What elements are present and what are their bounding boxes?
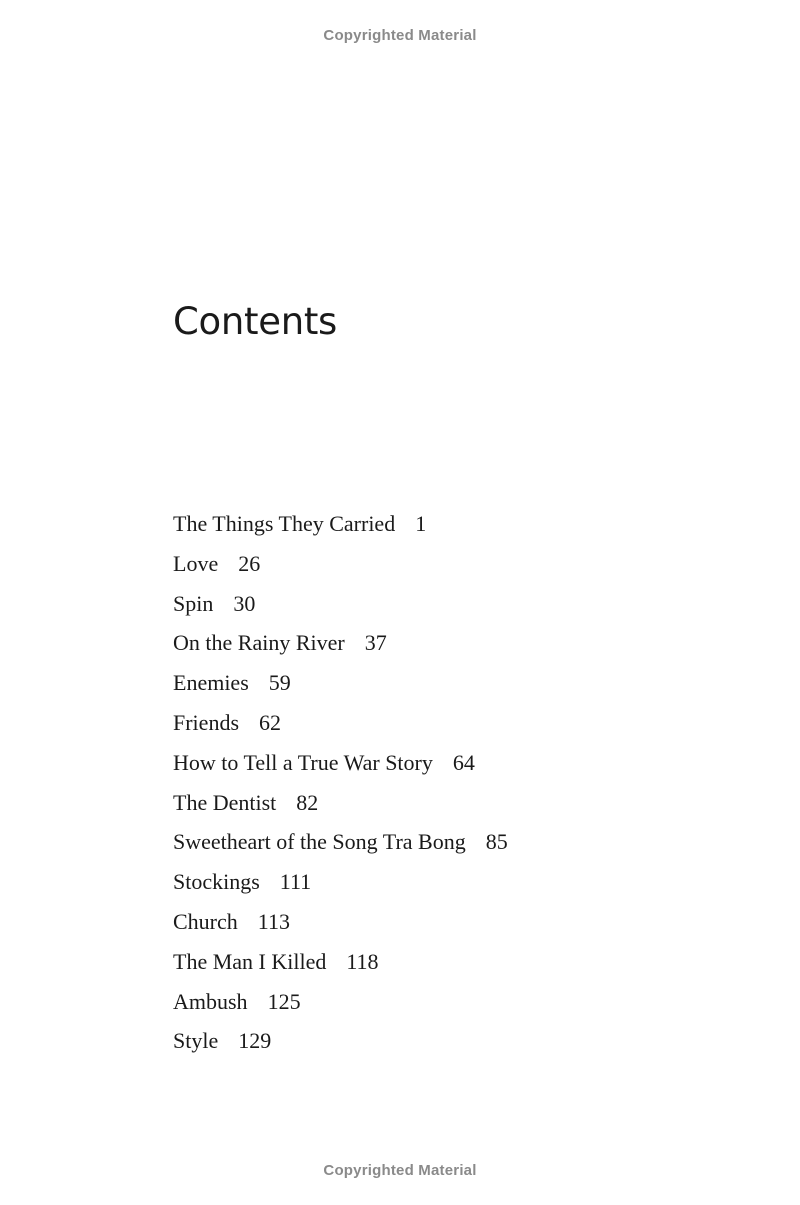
toc-entry-title: Stockings [173, 869, 260, 895]
toc-entry-page: 118 [346, 948, 379, 974]
page-title: Contents [173, 300, 338, 343]
toc-entry-title: On the Rainy River [173, 630, 345, 656]
toc-entry-title: The Things They Carried [173, 511, 396, 536]
toc-entry [173, 706, 508, 746]
toc-entry-title: Style [173, 1028, 219, 1054]
toc-entry-title: Spin [173, 590, 214, 616]
toc-entry-page: 113 [257, 908, 290, 934]
toc-entry-title: The Dentist [173, 789, 277, 815]
toc-entry-title: Church [173, 908, 238, 934]
toc-entry-page: 129 [238, 1028, 272, 1054]
toc-entry [173, 945, 508, 985]
toc-entry-page: 37 [364, 630, 387, 656]
table-of-contents [173, 507, 508, 1064]
toc-entry [173, 626, 508, 666]
toc-entry-title: The Man I Killed [173, 948, 327, 974]
toc-entry [173, 507, 508, 547]
toc-entry [173, 587, 508, 627]
toc-entry-title: Enemies [173, 670, 249, 696]
toc-entry [173, 985, 508, 1025]
toc-entry [173, 905, 508, 945]
toc-entry-page: 1 [415, 511, 427, 536]
toc-entry [173, 666, 508, 706]
toc-entry-title: How to Tell a True War Story [173, 749, 433, 775]
toc-entry-title: Ambush [173, 988, 248, 1014]
toc-entry-page: 85 [485, 829, 508, 855]
toc-entry-page: 64 [452, 749, 475, 775]
toc-entry-page: 30 [233, 590, 256, 616]
toc-entry [173, 786, 508, 826]
toc-entry-page: 82 [296, 789, 319, 815]
toc-entry [173, 825, 508, 865]
header-watermark: Copyrighted Material [323, 27, 477, 44]
toc-entry-page: 125 [267, 988, 301, 1014]
toc-entry-page: 62 [259, 709, 281, 735]
toc-entry-title: Friends [173, 709, 239, 735]
toc-entry [173, 547, 508, 587]
toc-entry-page: 111 [279, 869, 312, 895]
toc-entry [173, 1024, 508, 1064]
toc-entry [173, 746, 508, 786]
toc-entry-title: Sweetheart of the Song Tra Bong [173, 829, 466, 855]
toc-entry-page: 26 [238, 550, 261, 576]
toc-entry-title: Love [173, 550, 219, 576]
toc-entry [173, 865, 508, 905]
toc-entry-page: 59 [268, 670, 291, 696]
footer-watermark: Copyrighted Material [323, 1162, 477, 1179]
